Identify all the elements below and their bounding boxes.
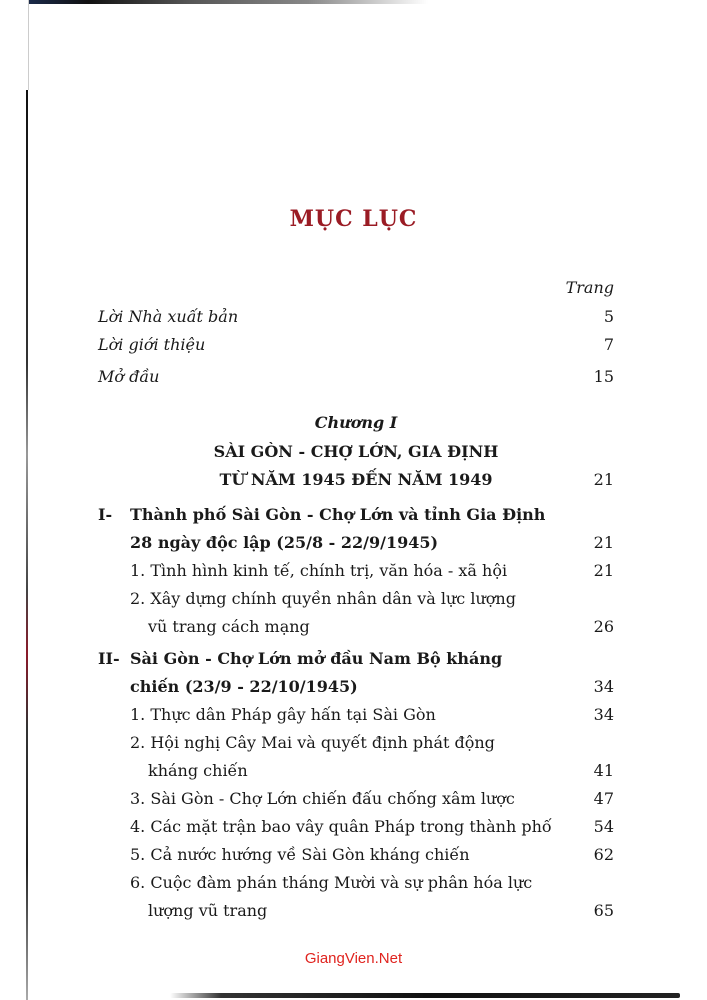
toc-entry-page: 65 <box>593 901 614 920</box>
page-title: MỤC LỤC <box>289 206 418 232</box>
toc-entry-page: 47 <box>593 789 614 808</box>
chapter-title-line1: SÀI GÒN - CHỢ LỚN, GIA ĐỊNH <box>213 442 499 461</box>
toc-entry-page: 54 <box>593 817 614 836</box>
toc-entry-label: 4. Các mặt trận bao vây quân Pháp trong thành phố <box>130 817 552 836</box>
watermark: GiangVien.Net <box>304 950 403 967</box>
toc-entry-page: 62 <box>593 845 614 864</box>
toc-entry-page: 7 <box>603 335 614 354</box>
section-numeral: I- <box>98 505 113 524</box>
toc-entry-label: 6. Cuộc đàm phán tháng Mười và sự phân hóa lực <box>130 873 533 892</box>
section-numeral: II- <box>98 649 120 668</box>
toc-entry-label: 1. Thực dân Pháp gây hấn tại Sài Gòn <box>130 705 436 724</box>
toc-entry-label: 1. Tình hình kinh tế, chính trị, văn hóa - xã hội <box>130 561 508 580</box>
section-title-line2: 28 ngày độc lập (25/8 - 22/9/1945) <box>130 533 439 552</box>
toc-entry-label: Lời Nhà xuất bản <box>98 307 239 326</box>
chapter-label: Chương I <box>314 413 398 432</box>
toc-entry-label-cont: vũ trang cách mạng <box>148 617 310 636</box>
toc-entry-label: Lời giới thiệu <box>98 335 206 354</box>
section-title-line1: Sài Gòn - Chợ Lớn mở đầu Nam Bộ kháng <box>130 649 503 668</box>
section-title-line1: Thành phố Sài Gòn - Chợ Lớn và tỉnh Gia Định <box>130 505 546 524</box>
scan-top-edge <box>28 0 428 4</box>
toc-entry-page: 34 <box>593 677 614 696</box>
toc-entry-page: 26 <box>593 617 614 636</box>
toc-entry-label: 2. Xây dựng chính quyền nhân dân và lực lượng <box>130 589 516 608</box>
chapter-title-line2: TỪ NĂM 1945 ĐẾN NĂM 1949 <box>219 470 493 489</box>
toc-entry-page: 15 <box>593 367 614 386</box>
toc-entry-label: 2. Hội nghị Cây Mai và quyết định phát động <box>130 733 495 752</box>
toc-entry-page: 21 <box>593 470 614 489</box>
scan-left-edge-top <box>28 0 29 90</box>
toc-entry-label-cont: kháng chiến <box>148 761 248 780</box>
toc-entry-label-cont: lượng vũ trang <box>148 901 268 920</box>
toc-entry-label: 3. Sài Gòn - Chợ Lớn chiến đấu chống xâm lược <box>130 789 515 808</box>
toc-entry-page: 21 <box>593 533 614 552</box>
toc-entry-page: 34 <box>593 705 614 724</box>
toc-entry-page: 41 <box>593 761 614 780</box>
toc-entry-page: 21 <box>593 561 614 580</box>
section-title-line2: chiến (23/9 - 22/10/1945) <box>130 677 358 696</box>
page-column-header: Trang <box>565 278 614 297</box>
toc-entry-page: 5 <box>603 307 614 326</box>
toc-entry-label: 5. Cả nước hướng về Sài Gòn kháng chiến <box>130 845 470 864</box>
toc-entry-label: Mở đầu <box>98 367 160 386</box>
scan-bottom-edge <box>170 993 680 998</box>
